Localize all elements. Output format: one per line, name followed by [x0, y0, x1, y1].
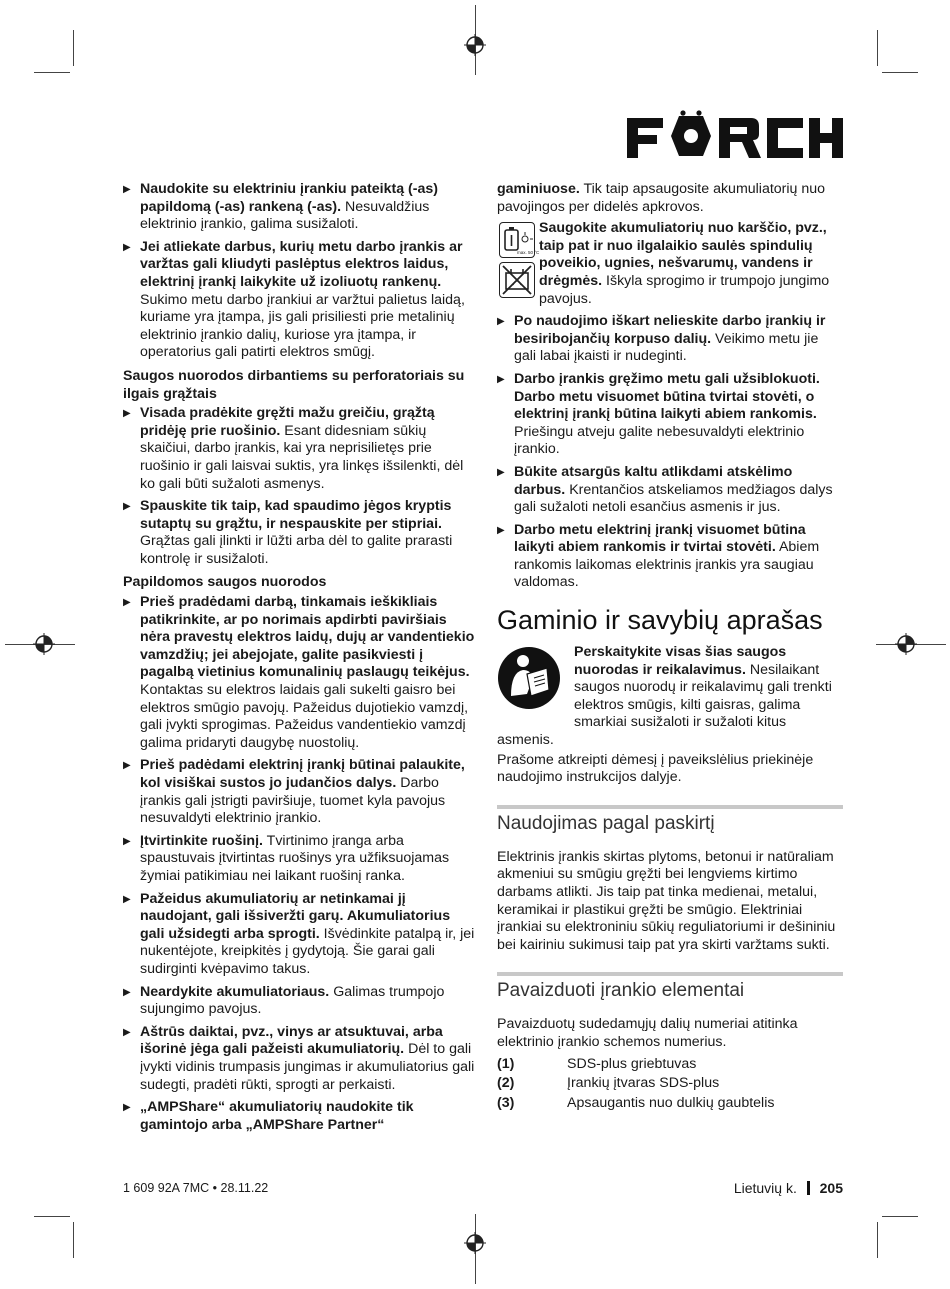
- read-instructions-block: [497, 644, 843, 732]
- crop-mark: [877, 1222, 878, 1258]
- section-title: Gaminio ir savybių aprašas: [497, 605, 823, 636]
- heading-text: Naudojimas pagal paskirtį: [497, 812, 715, 834]
- safety-bullet: ▶ Visada pradėkite gręžti mažu greičiu, grąžtą pridėję prie ruošinio. Esant didesniam sūkių skaičiui, darbo įrankis, kai yra neprisilietęs prie ruošinio ir gali laisvai suktis, yra linkęs išsilenkti, dėl ko gali būti sužaloti asmenys.: [123, 405, 475, 493]
- right-column: [497, 181, 843, 1112]
- footer-code: 1 609 92A 7MC • 28.11.22: [123, 1181, 269, 1195]
- safety-bullet: ▶ Aštrūs daiktai, pvz., vinys ar atsuktuvai, arba išorinė jėga gali pažeisti akumuliatorių. Dėl to gali įvykti vidinis trumpasis jungimas ir akumuliatorius gali sudegti, pradėti rūkti, sprogti ar perkaisti.: [123, 1024, 475, 1094]
- heat-warning-icon: [499, 222, 540, 258]
- safety-bullet: ▶ Prieš padėdami elektrinį įrankį būtinai palaukite, kol visiškai sustos jo judančios dalys. Darbo įrankis gali įstrigti paviršiuje, tuomet kyla pavojus nesuvaldyti elektrinio įrankio.: [123, 757, 475, 827]
- safety-bullet: ▶ Po naudojimo iškart nelieskite darbo įrankių ir besiribojančių korpuso dalių. Veikimo metu jie gali labai įkaisti ir nudeginti.: [497, 313, 843, 366]
- crop-mark: [882, 1216, 918, 1217]
- safety-bullet: ▶ Pažeidus akumuliatorių ar netinkamai jį naudojant, gali išsiveržti garų. Akumuliatorius gali užsidegti arba sprogti. Išvėdinkite patalpą ir, jei nukentėjote, kreipkitės į gydytoją. Šie garai gali sudirginti kvėpavimo takus.: [123, 891, 475, 979]
- footer-divider: [807, 1181, 810, 1195]
- forch-logo: [627, 110, 843, 162]
- crop-mark: [34, 72, 70, 73]
- part-name: Apsaugantis nuo dulkių gaubtelis: [567, 1094, 775, 1111]
- safety-bullet: ▶ Spauskite tik taip, kad spaudimo jėgos kryptis sutaptų su grąžtu, ir nespauskite per stipriai. Grąžtas gali įlinkti ir lūžti arba dėl to galite prarasti kontrolę ir susižaloti.: [123, 498, 475, 568]
- parts-list-item: [497, 1075, 843, 1093]
- read-instructions-tail: asmenis.: [497, 732, 554, 749]
- left-column: [123, 181, 475, 1139]
- parts-list-item: [497, 1095, 843, 1113]
- subheading: Saugos nuorodos dirbantiems su perforatoriais su ilgais grąžtais: [123, 367, 465, 402]
- registration-mark-icon: [33, 633, 55, 655]
- footer-page: [734, 1180, 843, 1198]
- footer-language: Lietuvių k.: [733, 1180, 797, 1196]
- crop-mark: [877, 30, 878, 66]
- crop-mark: [882, 72, 918, 73]
- part-name: Įrankių įtvaras SDS-plus: [567, 1075, 720, 1092]
- parts-list-item: [497, 1056, 843, 1074]
- safety-bullet: ▶ Įtvirtinkite ruošinį. Tvirtinimo įranga arba spaustuvais įtvirtintas ruošinys yra užfiksuojamas žymiai patikimiau nei laikant ruošinį ranka.: [123, 833, 475, 886]
- heading-text: Pavaizduoti įrankio elementai: [497, 980, 745, 1002]
- parts-intro: Pavaizduotų sudedamųjų dalių numeriai atitinka elektrinio įrankio schemos numerius.: [497, 1016, 798, 1050]
- registration-mark-icon: [464, 1232, 486, 1254]
- crop-mark: [73, 1222, 74, 1258]
- crop-mark: [34, 1216, 70, 1217]
- read-manual-icon: [497, 646, 561, 710]
- registration-mark-icon: [464, 34, 486, 56]
- svg-text:max. 50 °C: max. 50 °C: [517, 250, 540, 256]
- continued-paragraph: gaminiuose. Tik taip apsaugosite akumuliatorių nuo pavojingos per didelės apkrovos.: [497, 181, 826, 215]
- warning-text: Saugokite akumuliatorių nuo karščio, pvz., taip pat ir nuo ilgalaikio saulės spindulių poveikio, ugnies, nešvarumų, vandens ir drėgmės. Iškyla sprogimo ir trumpojo jungimo pavojus.: [539, 220, 830, 307]
- part-name: SDS-plus griebtuvas: [567, 1055, 697, 1072]
- safety-bullet: ▶ Neardykite akumuliatoriaus. Galimas trumpojo sujungimo pavojus.: [123, 984, 475, 1019]
- part-number: (2): [497, 1075, 515, 1092]
- safety-bullet: ▶ Jei atliekate darbus, kurių metu darbo įrankis ar varžtas gali kliudyti paslėptus elektros laidus, elektrinį įrankį laikykite už izoliuotų rankenų. Sukimo metu darbo įrankiui ar varžtui palietus laidą, kuriame yra įtampa, jis gali prisiliesti prie metalinių elektrinio įrankio dalių, kuriose yra įtampa, ir operatorius gali patirti elektros smūgį.: [123, 239, 475, 362]
- read-instructions-text: Perskaitykite visas šias saugos nuorodas ir reikalavimus. Nesilaikant saugos nuorodų ir reikalavimų gali trenkti elektros smūgis, kilti gaisras, galima smarkiai susižaloti ir sužaloti kitus: [574, 644, 832, 731]
- section-heading-parts: [497, 972, 843, 1002]
- safety-bullet: ▶ „AMPShare“ akumuliatorių naudokite tik gamintojo arba „AMPShare Partner“: [123, 1099, 475, 1134]
- registration-mark-icon: [895, 633, 917, 655]
- no-water-fire-icon: [499, 262, 535, 298]
- subheading: Papildomos saugos nuorodos: [123, 574, 327, 591]
- crop-mark: [73, 30, 74, 66]
- battery-warning: [497, 220, 843, 308]
- part-number: (1): [497, 1055, 515, 1072]
- safety-bullet: ▶ Prieš pradėdami darbą, tinkamais ieškikliais patikrinkite, ar po norimais apdirbti paviršiais nėra pravestų elektros laidų, dujų ar vandentiekio vamzdžių; jei abejojate, galite pasikviesti į pagalbą vietinius komunalinių paslaugų teikėjus. Kontaktas su elektros laidais gali sukelti gaisro bei elektros smūgio pavojų. Pažeidus dujotiekio vamzdį, gali įvykti sprogimas. Pažeidus vandentiekio vamzdį galima pridaryti daugybę nuostolių.: [123, 594, 475, 752]
- safety-bullet: ▶ Būkite atsargūs kaltu atlikdami atskėlimo darbus. Krentančios atskeliamos medžiagos dalys gali sužaloti netoli esančius asmenis ir jus.: [497, 464, 843, 517]
- intended-use-paragraph: Elektrinis įrankis skirtas plytoms, betonui ir natūraliam akmeniui su smūgiu gręžti bei lengviems kirtimo darbams atlikti. Jis taip pat tinka medienai, metalui, keramikai ir plastikui gręžti be smūgio. Elektriniai įrankiai su elektroniniu sūkių reguliatoriumi ir dešininiu bei kairiniu sukimusi taip pat yra skirti varžtams sukti.: [497, 848, 836, 953]
- section-heading-use: [497, 805, 843, 835]
- safety-bullet: ▶ Darbo įrankis gręžimo metu gali užsiblokuoti. Darbo metu visuomet būtina tvirtai stovėti, o elektrinį įrankį būtina laikyti abiem rankomis. Priešingu atveju galite nebesuvaldyti elektrinio įrankio.: [497, 371, 843, 459]
- part-number: (3): [497, 1094, 515, 1111]
- attention-paragraph: Prašome atkreipti dėmesį į paveikslėlius priekinėje naudojimo instrukcijos dalyje.: [497, 751, 814, 786]
- safety-bullet: ▶ Naudokite su elektriniu įrankiu pateiktą (-as) papildomą (-as) rankeną (-as). Nesuvaldžius elektrinio įrankio, galima susižaloti.: [123, 181, 475, 234]
- safety-bullet: ▶ Darbo metu elektrinį įrankį visuomet būtina laikyti abiem rankomis ir tvirtai stovėti. Abiem rankomis laikomas elektrinis įrankis yra saugiau valdomas.: [497, 522, 843, 592]
- page-number: 205: [819, 1180, 843, 1196]
